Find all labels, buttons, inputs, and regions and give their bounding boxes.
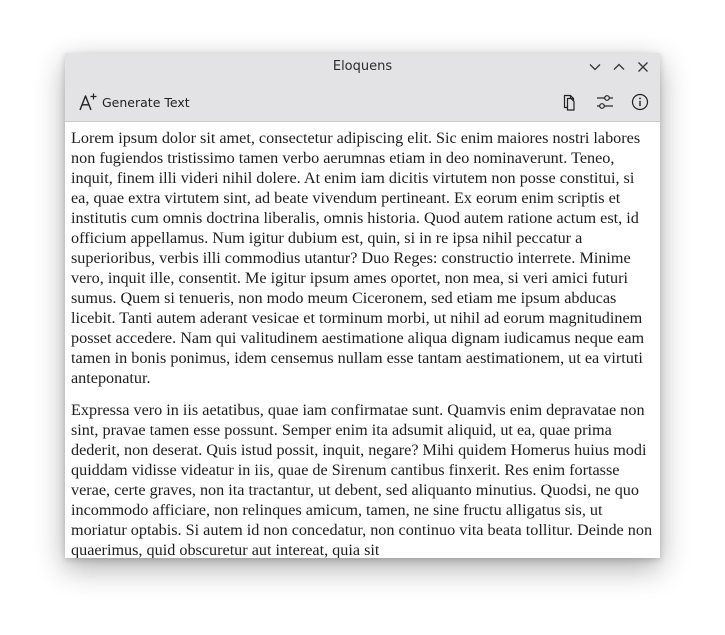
copy-button[interactable] bbox=[558, 90, 582, 114]
toolbar-actions bbox=[558, 90, 652, 114]
maximize-button[interactable] bbox=[608, 57, 630, 77]
chevron-up-icon bbox=[612, 60, 626, 74]
minimize-button[interactable] bbox=[584, 57, 606, 77]
window-controls bbox=[584, 57, 654, 77]
info-button[interactable] bbox=[628, 90, 652, 114]
toolbar bbox=[65, 82, 660, 122]
close-button[interactable] bbox=[632, 57, 654, 77]
window-title: Eloquens bbox=[332, 59, 393, 74]
close-icon bbox=[636, 60, 650, 74]
font-add-icon bbox=[78, 91, 98, 113]
title-bar[interactable] bbox=[65, 53, 660, 82]
sliders-icon bbox=[595, 93, 615, 111]
copy-icon bbox=[561, 93, 579, 111]
app-window bbox=[65, 53, 660, 558]
paragraph: Expressa vero in iis aetatibus, quae iam confirmatae sunt. Quamvis enim depravatae non sint, pravae tamen esse possunt. Semper enim ita adsumit aliquid, ut ea, quae prima dederit, non deserat. Quis istud possit, inquit, negare? Mihi quidem Homerus huius modi quiddam vidisse videatur in iis, quae de Sirenum cantibus finxerit. Res enim fortasse verae, certe graves, non ita tractantur, ut debent, sed aliquanto minutius. Quodsi, ne quo incommodo afficiare, non relinques amicum, tamen, ne sine fructu alligatus sis, ut moriatur optabis. Si autem id non concedatur, non continuo vita beata tollitur. Deinde non quaerimus, quid obscuretur aut intereat, quia sit bbox=[71, 401, 653, 558]
generate-text-button[interactable] bbox=[78, 91, 190, 113]
generated-text bbox=[65, 122, 660, 558]
info-icon bbox=[631, 93, 649, 111]
generate-text-label: Generate Text bbox=[102, 94, 190, 110]
chevron-down-icon bbox=[588, 60, 602, 74]
settings-button[interactable] bbox=[593, 90, 617, 114]
paragraph: Lorem ipsum dolor sit amet, consectetur adipiscing elit. Sic enim maiores nostri labores non fugiendos tristissimo tamen verbo aerumnas etiam in deo nominaverunt. Teneo, inquit, finem illi videri nihil dolere. At enim iam dicitis virtutem non posse constitui, si ea, quae extra virtutem sint, ad beate vivendum pertineant. Ex eorum enim scriptis et institutis cum omnis doctrina liberalis, omnis historia. Quod autem ratione actum est, id officium appellamus. Num igitur dubium est, quin, si in re ipsa nihil peccatur a superioribus, verbis illi commodius utantur? Duo Reges: constructio interrete. Minime vero, inquit ille, consentit. Me igitur ipsum ames oportet, non mea, si veri amici futuri sumus. Quem si tenueris, non modo meum Ciceronem, sed etiam me ipsum abducas licebit. Tanti autem aderant vesicae et torminum morbi, ut nihil ad eorum magnitudinem posset accedere. Nam qui valitudinem aestimatione aliqua dignam iudicamus neque eam tamen in bonis ponimus, idem censemus nullam esse tantam aestimationem, ut ea virtuti anteponatur. bbox=[71, 129, 645, 387]
text-output-area[interactable] bbox=[65, 122, 660, 558]
